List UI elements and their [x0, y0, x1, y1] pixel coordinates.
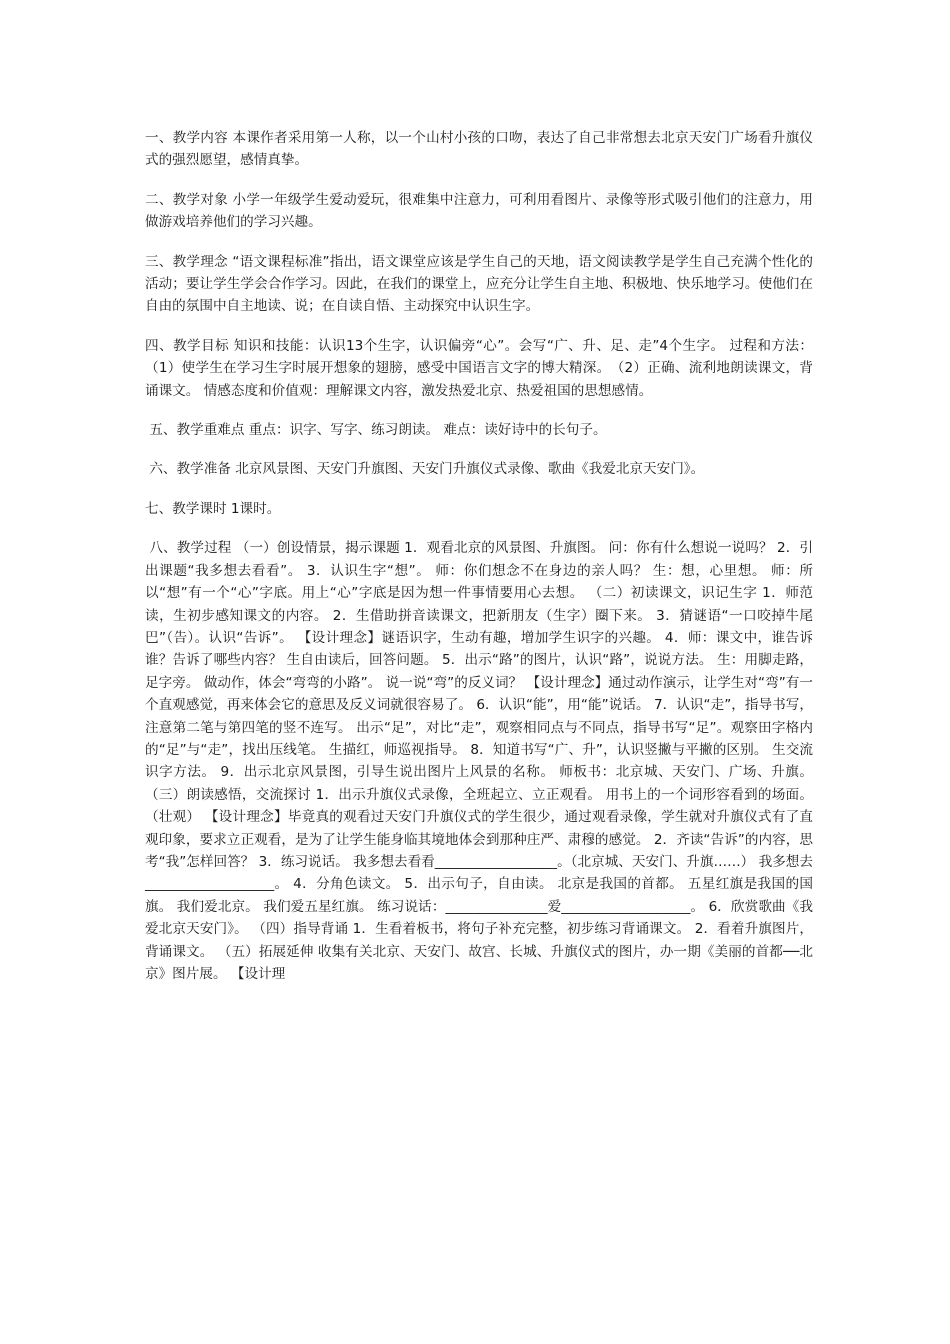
- section-class-hours: 七、教学课时 1课时。: [145, 500, 281, 517]
- section-teaching-preparation: 六、教学准备 北京风景图、天安门升旗图、天安门升旗仪式录像、歌曲《我爱北京天安门》。: [145, 461, 705, 478]
- document-body: [145, 127, 818, 985]
- section-teaching-object: 二、教学对象 小学一年级学生爱动爱玩，很难集中注意力，可利用看图片、录像等形式吸引他们的注意力，用做游戏培养他们的学习兴趣。: [145, 191, 813, 231]
- section-teaching-content: 一、教学内容 本课作者采用第一人称，以一个山村小孩的口吻，表达了自己非常想去北京天安门广场看升旗仪式的强烈愿望，感情真挚。: [145, 130, 813, 169]
- section-teaching-process: 八、教学过程 （一）创设情景，揭示课题 1．观看北京的风景图、升旗图。 问：你有什么想说一说吗？ 2．引出课题“我多想去看看”。 3．认识生字“想”。 师：你们想念不在身边的亲人吗？ 生：想，心里想。 师：所以“想”有一个“心”字底。用上“心”字底是因为想一件事情要用心去想。 （二）初读课文，识记生字 1．师范读，生初步感知课文的内容。 2．生借助拼音读课文，把新朋友（生字）圈下来。 3．猜谜语“一口咬掉牛尾巴”（告）。认识“告诉”。 【设计理念】谜语识字，生动有趣，增加学生识字的兴趣。 4．师：课文中，谁告诉谁？告诉了哪些内容？ 生自由读后，回答问题。 5．出示“路”的图片，认识“路”，说说方法。 生：用脚走路，足字旁。 做动作，体会“弯弯的小路”。 说一说“弯”的反义词？ 【设计理念】通过动作演示，让学生对“弯”有一个直观感觉，再来体会它的意思及反义词就很容易了。 6．认识“能”，用“能”说话。 7．认识“走”，指导书写，注意第二笔与第四笔的竖不连写。 出示“足”，对比“走”，观察相同点与不同点，指导书写“足”。观察田字格内的“足”与“走”，找出压线笔。 生描红，师巡视指导。 8．知道书写“广、升”，认识竖撇与平撇的区别。 生交流识字方法。 9．出示北京风景图，引导生说出图片上风景的名称。 师板书：北京城、天安门、广场、升旗。 （三）朗读感悟，交流探讨 1．出示升旗仪式录像，全班起立、立正观看。 用书上的一个词形容看到的场面。（壮观） 【设计理念】毕竟真的观看过天安门升旗仪式的学生很少，通过观看录像，学生就对升旗仪式有了直观印象，要求立正观看，是为了让学生能身临其境地体会到那种庄严、肃穆的感觉。 2．齐读“告诉”的内容，思考“我”怎样回答？ 3．练习说话。 我多想去看看__________________。（北京城、天安门、升旗……） 我多想去___________________。 4．分角色读文。 5．出示句子，自由读。 北京是我国的首都。 五星红旗是我国的国旗。 我们爱北京。 我们爱五星红旗。 练习说话：_______________爱___________________。 6．欣赏歌曲《我爱北京天安门》。 （四）指导背诵 1．生看着板书，将句子补充完整，初步练习背诵课文。 2．看着升旗图片，背诵课文。 （五）拓展延伸 收集有关北京、天安门、故宫、长城、升旗仪式的图片，办一期《美丽的首都──北京》图片展。 【设计理: [145, 540, 818, 982]
- section-teaching-goals: 四、教学目标 知识和技能：认识13个生字，认识偏旁“心”。会写“广、升、足、走”4个生字。 过程和方法： （1）使学生在学习生字时展开想象的翅膀，感受中国语言文字的博大精深。 （2）正确、流利地朗读课文，背诵课文。 情感态度和价值观：理解课文内容，激发热爱北京、热爱祖国的思想感情。: [145, 337, 818, 399]
- section-teaching-philosophy: 三、教学理念 “语文课程标准”指出，语文课堂应该是学生自己的天地，语文阅读教学是学生自己充满个性化的活动；要让学生学会合作学习。因此，在我们的课堂上，应充分让学生自主地、积极地、快乐地学习。使他们在自由的氛围中自主地读、说；在自读自悟、主动探究中认识生字。: [145, 253, 813, 315]
- section-key-difficulties: 五、教学重难点 重点：识字、写字、练习朗读。 难点：读好诗中的长句子。: [145, 422, 607, 439]
